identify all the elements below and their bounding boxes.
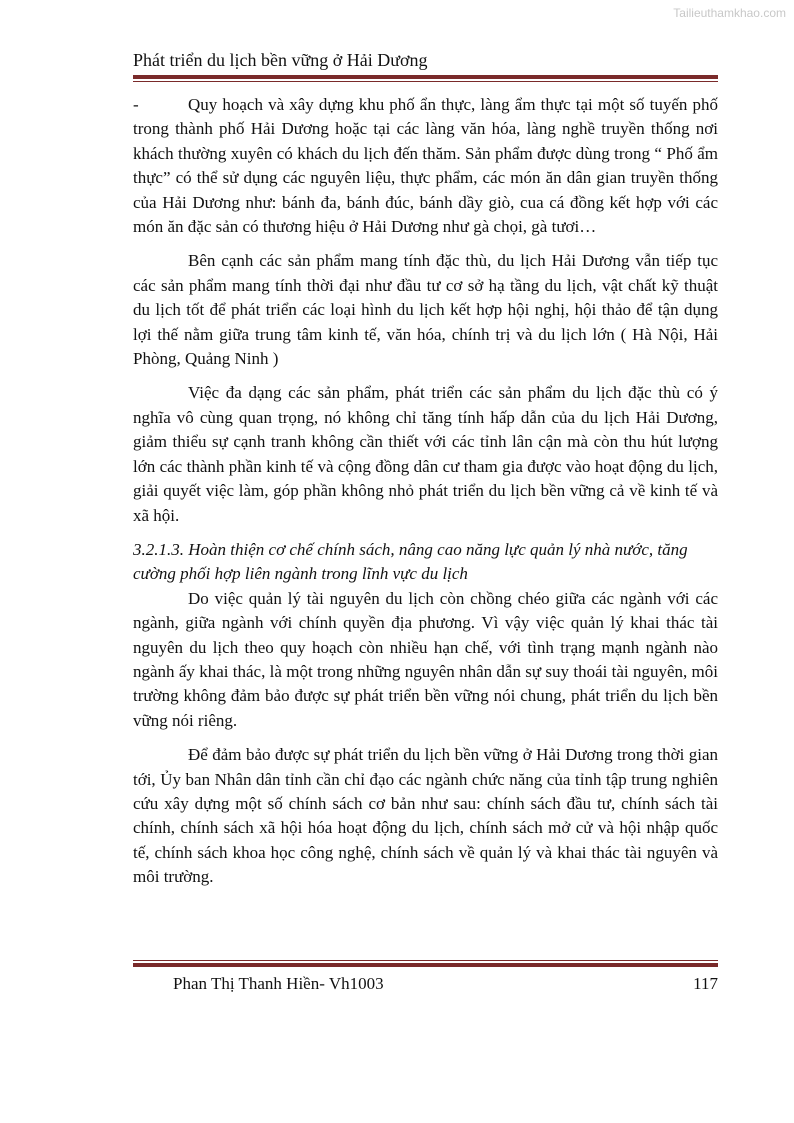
footer-row — [133, 973, 718, 995]
section-heading: 3.2.1.3. Hoàn thiện cơ chế chính sách, nâng cao năng lực quản lý nhà nước, tăng cường phối hợp liên ngành trong lĩnh vực du lịch — [133, 539, 688, 584]
paragraph: Do việc quản lý tài nguyên du lịch còn chồng chéo giữa các ngành với các ngành, giữa ngành với chính quyền địa phương. Vì vậy việc quản lý khai thác tài nguyên du lịch theo quy hoạch còn nhiều hạn chế, với tình trạng mạnh ngành nào ngành ấy khai thác, là một trong những nguyên nhân dẫn sự suy thoái tài nguyên, môi trường không đảm bảo được sự phát triển bền vững nói chung, phát triển du lịch bền vững nói riêng. — [133, 588, 718, 730]
dash-bullet: - — [133, 95, 139, 114]
paragraph-dash-item — [133, 93, 718, 239]
document-body — [133, 93, 718, 890]
page-footer — [133, 960, 718, 995]
page-number: 117 — [693, 974, 718, 993]
header-title: Phát triển du lịch bền vững ở Hải Dương — [133, 50, 428, 70]
footer-rule-thin — [133, 960, 718, 961]
paragraph-text: Quy hoạch và xây dựng khu phố ẩn thực, làng ẩm thực tại một số tuyến phố trong thành phố Hải Dương hoặc tại các làng văn hóa, làng nghề truyền thống nơi khách thường xuyên có khách du lịch đến thăm. Sản phẩm được dùng trong “ Phố ẩm thực” có thể sử dụng các nguyên liệu, thực phẩm, các món ăn dân gian truyền thống của Hải Dương như: bánh đa, bánh đúc, bánh dầy giò, cua cá đồng kết hợp với các món ăn đặc sản có thương hiệu ở Hải Dương như gà chọi, gà tươi… — [133, 95, 718, 237]
paragraph: Việc đa dạng các sản phẩm, phát triển các sản phẩm du lịch đặc thù có ý nghĩa vô cùng quan trọng, nó không chỉ tăng tính hấp dẫn của du lịch Hải Dương, giảm thiểu sự cạnh tranh không cần thiết với các tỉnh lân cận mà còn thu hút lượng lớn các thành phần kinh tế và cộng đồng dân cư tham gia được vào hoạt động du lịch, giải quyết việc làm, góp phần không nhỏ phát triển du lịch bền vững cả về kinh tế và xã hội. — [133, 383, 718, 525]
paragraph: Bên cạnh các sản phẩm mang tính đặc thù, du lịch Hải Dương vẫn tiếp tục các sản phẩm mang tính thời đại như đầu tư cơ sở hạ tầng du lịch, vật chất kỹ thuật du lịch tốt để phát triển các loại hình du lịch kết hợp hội nghị, hội thảo để tận dụng lợi thế nằm giữa trung tâm kinh tế, văn hóa, chính trị và du lịch lớn ( Hà Nội, Hải Phòng, Quảng Ninh ) — [133, 251, 718, 369]
watermark: Tailieuthamkhao.com — [673, 6, 786, 20]
paragraph: Để đảm bảo được sự phát triển du lịch bền vững ở Hải Dương trong thời gian tới, Ủy ban Nhân dân tỉnh cần chỉ đạo các ngành chức năng của tỉnh tập trung nghiên cứu xây dựng một số chính sách cơ bản như sau: chính sách đầu tư, chính sách tài chính, chính sách xã hội hóa hoạt động du lịch, chính sách mở cử và hội nhập quốc tế, chính sách khoa học công nghệ, chính sách về quản lý và khai thác tài nguyên và môi trường. — [133, 745, 718, 887]
footer-rule-thick — [133, 963, 718, 967]
page-header — [133, 49, 718, 82]
header-rule-thin — [133, 81, 718, 82]
header-rule-thick — [133, 75, 718, 79]
footer-author: Phan Thị Thanh Hiền- Vh1003 — [173, 974, 384, 993]
